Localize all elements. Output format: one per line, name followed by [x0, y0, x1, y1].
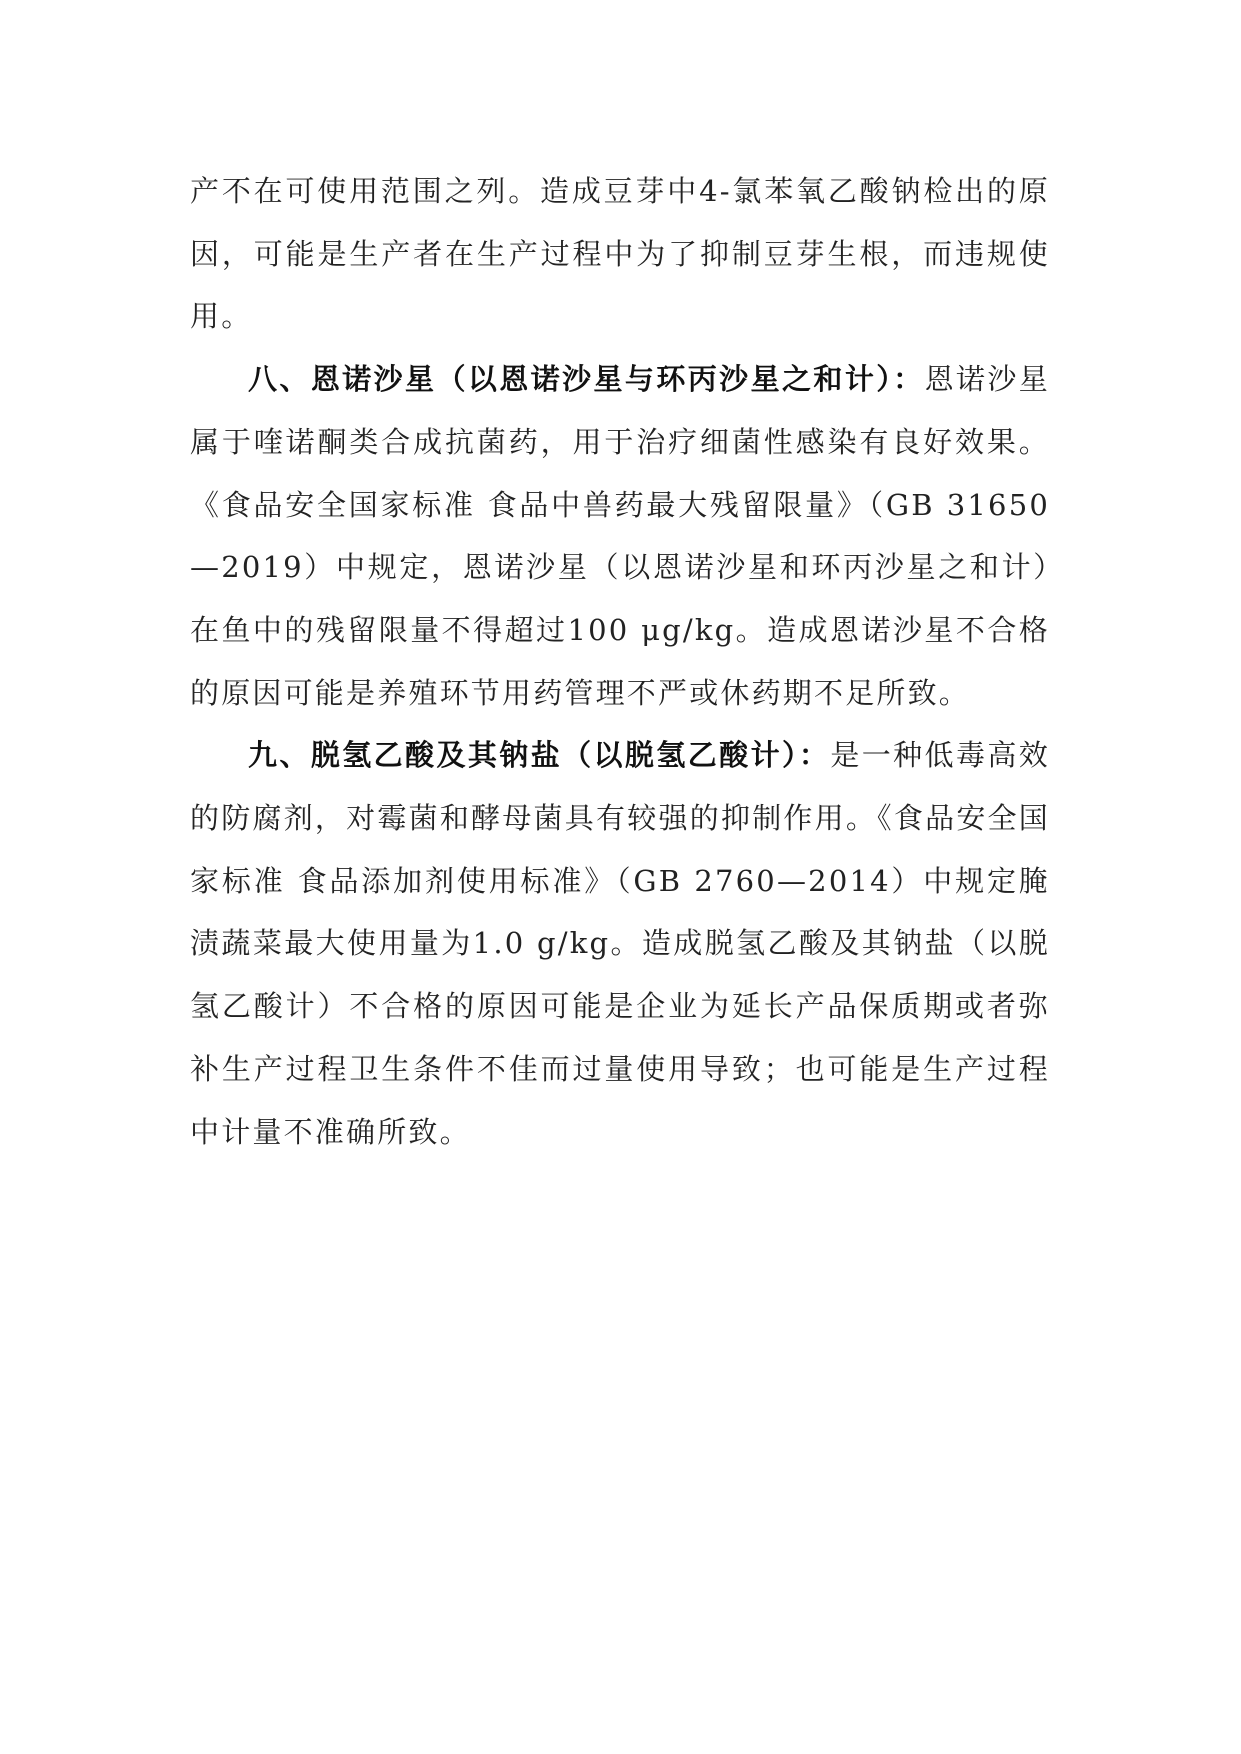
section-8-heading: 八、恩诺沙星（以恩诺沙星与环丙沙星之和计）： — [248, 362, 925, 397]
paragraph-continuation — [190, 160, 1050, 348]
section-8-paragraph — [190, 348, 1050, 724]
document-body — [190, 160, 1050, 1163]
paragraph-text: 产不在可使用范围之列。造成豆芽中4-氯苯氧乙酸钠检出的原因，可能是生产者在生产过程中为了抑制豆芽生根，而违规使用。 — [190, 174, 1050, 334]
section-9-heading: 九、脱氢乙酸及其钠盐（以脱氢乙酸计）： — [248, 738, 831, 773]
section-9-body: 是一种低毒高效的防腐剂，对霉菌和酵母菌具有较强的抑制作用。《食品安全国家标准 食品添加剂使用标准》（GB 2760—2014）中规定腌渍蔬菜最大使用量为1.0 g/kg。造成脱氢乙酸及其钠盐（以脱氢乙酸计）不合格的原因可能是企业为延长产品保质期或者弥补生产过程卫生条件不佳而过量使用导致；也可能是生产过程中计量不准确所致。 — [190, 738, 1050, 1149]
section-9-paragraph — [190, 724, 1050, 1163]
section-8-body: 恩诺沙星属于喹诺酮类合成抗菌药，用于治疗细菌性感染有良好效果。《食品安全国家标准 食品中兽药最大残留限量》（GB 31650—2019）中规定，恩诺沙星（以恩诺沙星和环丙沙星之和计）在鱼中的残留限量不得超过100 μg/kg。造成恩诺沙星不合格的原因可能是养殖环节用药管理不严或休药期不足所致。 — [190, 362, 1050, 710]
